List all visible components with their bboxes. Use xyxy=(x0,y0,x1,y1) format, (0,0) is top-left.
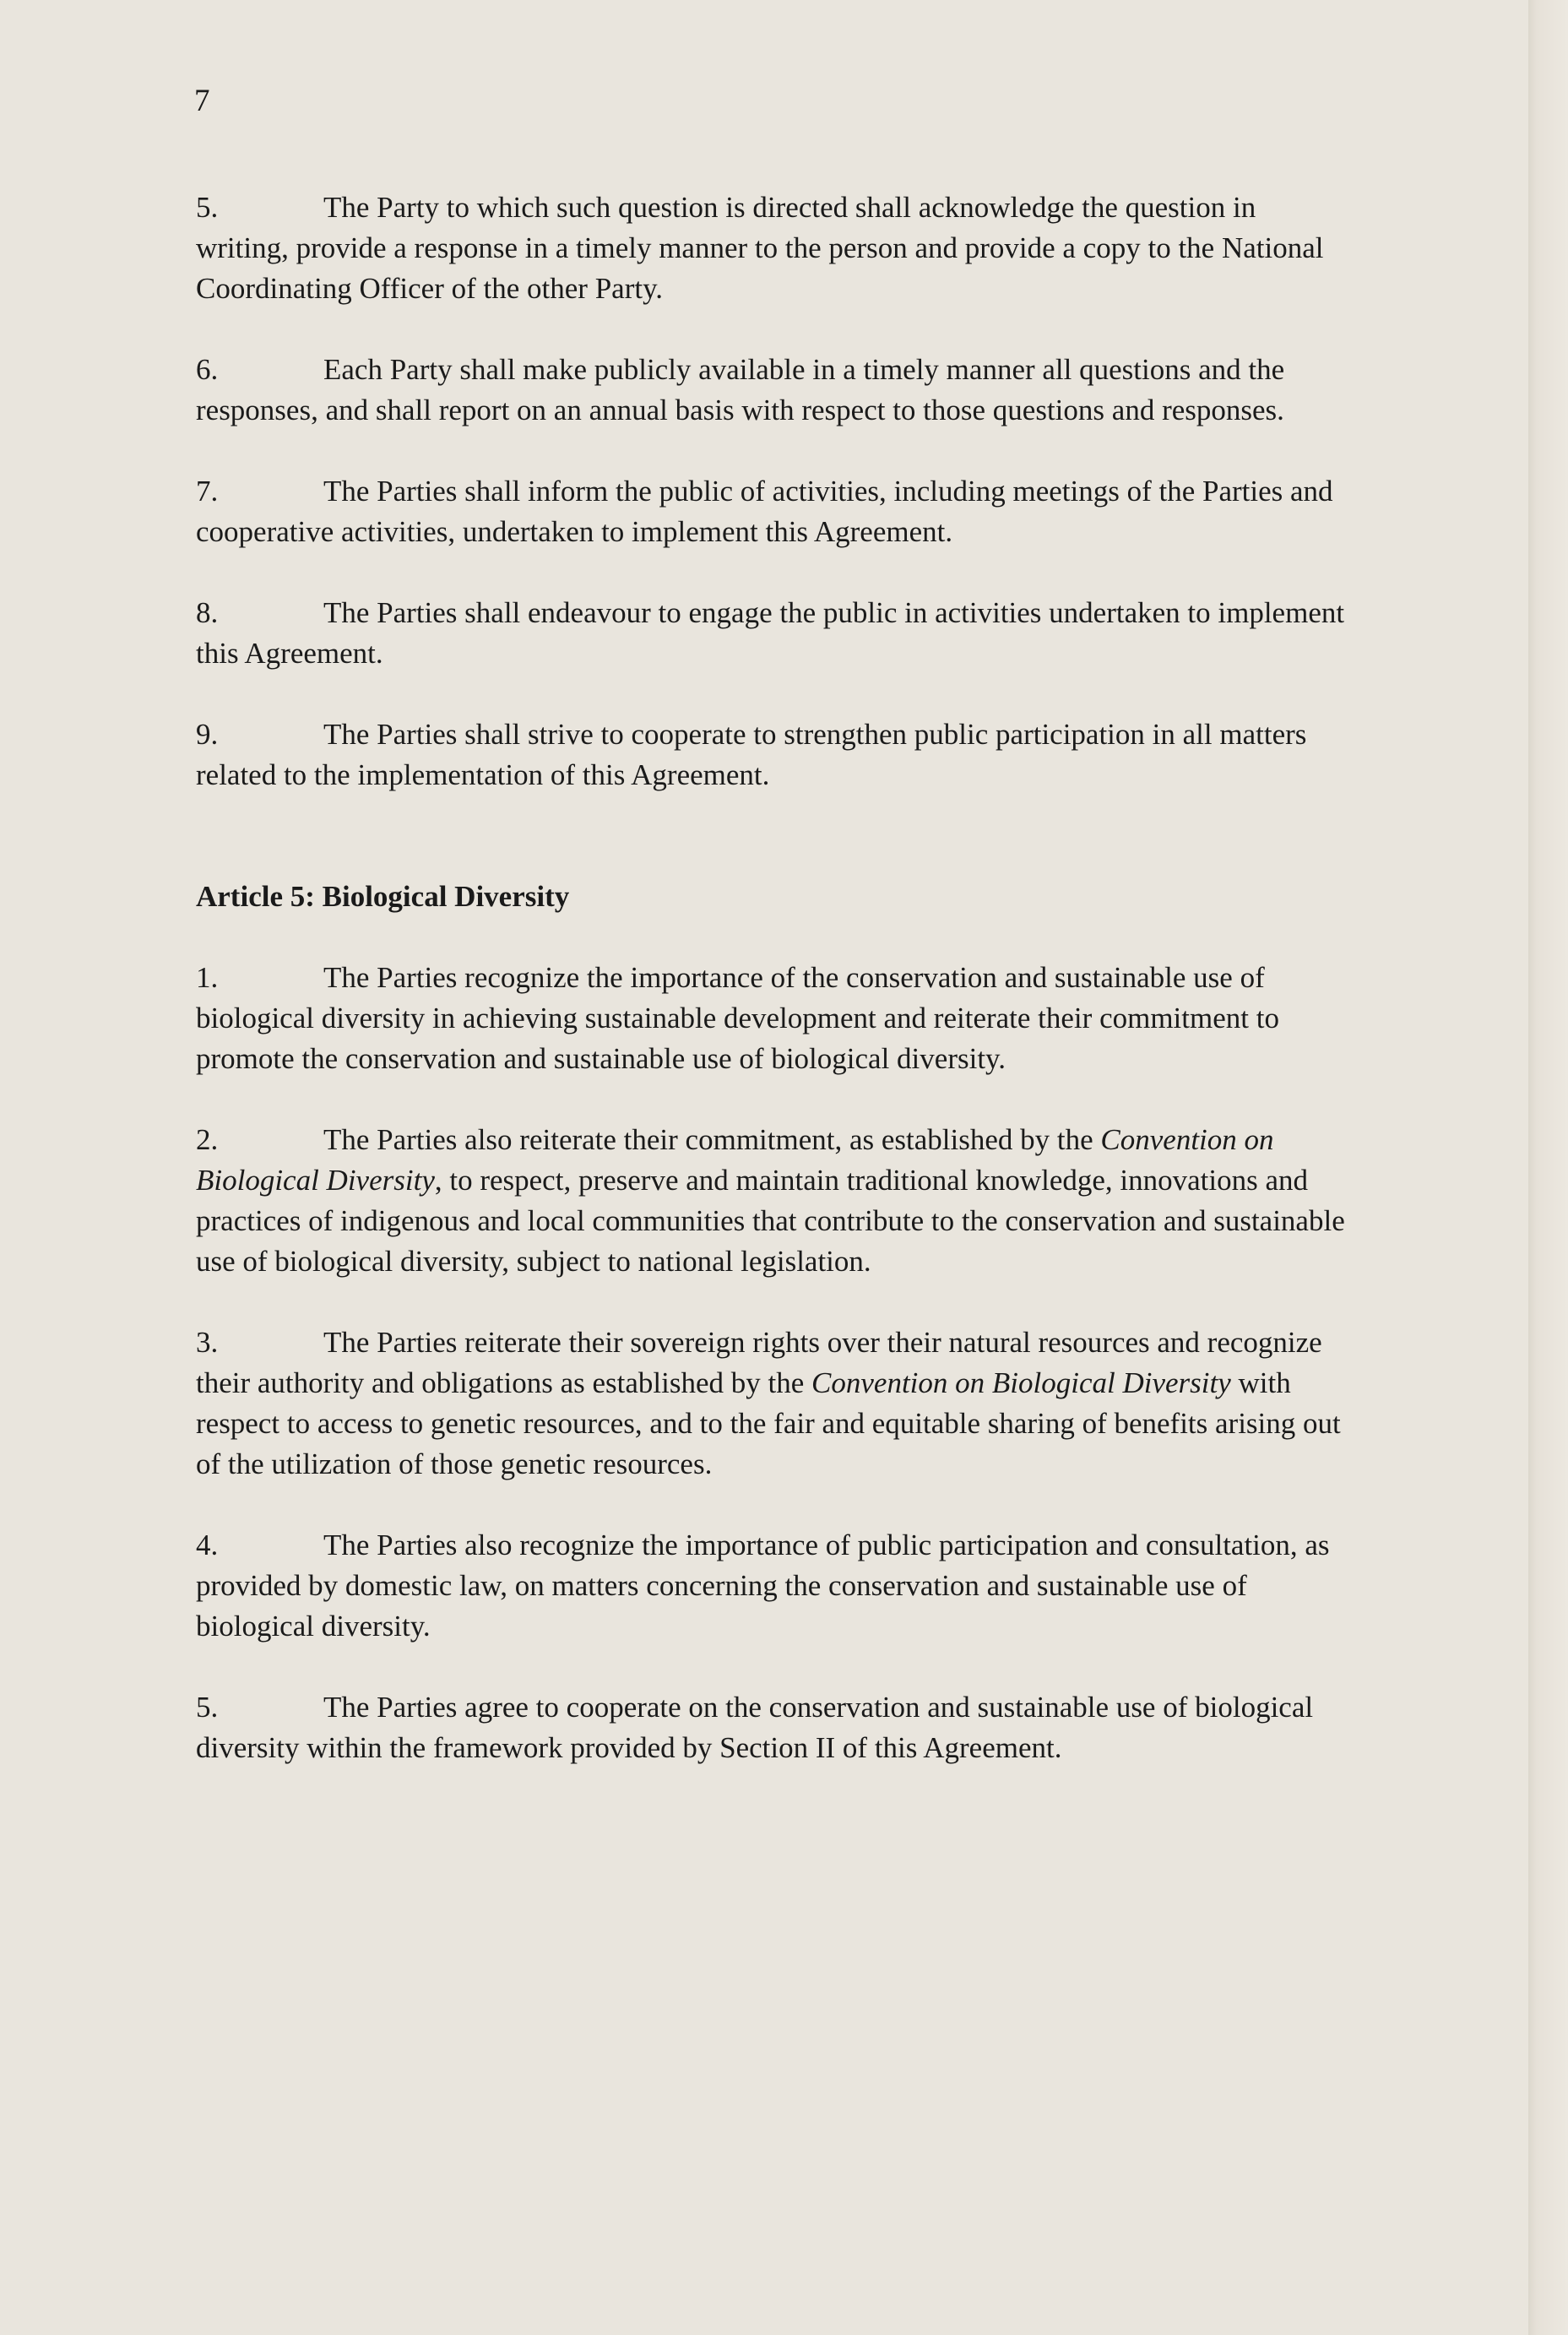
text-run: The Parties shall endeavour to engage the public in activities undertaken to implement this Agreement. xyxy=(196,596,1345,670)
text-run: The Parties shall strive to cooperate to strengthen public participation in all matters related to the implementation of this Agreement. xyxy=(196,718,1307,791)
paragraph-number: 6. xyxy=(196,353,219,386)
text-run: The Parties recognize the importance of the conservation and sustainable use of biological diversity in achieving sustainable development and reiterate their commitment to promote the conservation and sustainable use of biological diversity. xyxy=(196,961,1279,1075)
paragraph-number: 5. xyxy=(196,191,219,224)
numbered-paragraph xyxy=(196,471,1353,552)
text-run: The Parties also reiterate their commitment, as established by the xyxy=(323,1123,1101,1156)
paragraph-text xyxy=(196,471,1353,552)
text-run: with respect to access to genetic resources, and to the fair and equitable sharing of benefits arising out of the utilization of those genetic resources. xyxy=(196,1366,1341,1480)
paragraph-number: 4. xyxy=(196,1529,219,1561)
numbered-paragraph xyxy=(196,714,1353,796)
numbered-paragraph xyxy=(196,1525,1353,1647)
paragraph-number: 5. xyxy=(196,1691,219,1724)
paragraph-text xyxy=(196,1687,1353,1768)
paragraph-text xyxy=(196,714,1353,796)
paragraph-number: 2. xyxy=(196,1123,219,1156)
paragraph-number: 1. xyxy=(196,961,219,994)
text-run: The Parties also recognize the importance of public participation and consultation, as provided by domestic law, on matters concerning the conservation and sustainable use of biological diversity. xyxy=(196,1529,1330,1643)
italic-title: Convention on Biological Diversity xyxy=(196,1123,1274,1197)
paragraph-text xyxy=(196,1322,1353,1485)
paragraph-text xyxy=(196,1525,1353,1647)
paragraph-text xyxy=(196,350,1353,431)
italic-title: Convention on Biological Diversity xyxy=(811,1366,1231,1399)
paragraph-text xyxy=(196,1120,1353,1282)
paragraph-number: 8. xyxy=(196,596,219,629)
public-participation-paragraphs xyxy=(196,187,1353,796)
paragraph-text xyxy=(196,187,1353,309)
text-run: The Parties shall inform the public of activities, including meetings of the Parties and cooperative activities, undertaken to implement this Agreement. xyxy=(196,475,1333,548)
article-heading: Article 5: Biological Diversity xyxy=(196,880,570,913)
paragraph-number: 7. xyxy=(196,475,219,508)
numbered-paragraph xyxy=(196,187,1353,309)
page-number: 7 xyxy=(194,84,210,118)
numbered-paragraph xyxy=(196,1120,1353,1282)
paragraph-number: 9. xyxy=(196,718,219,751)
paragraph-text xyxy=(196,593,1353,674)
numbered-paragraph xyxy=(196,958,1353,1079)
page-edge xyxy=(1528,0,1568,2335)
biological-diversity-paragraphs xyxy=(196,958,1353,1768)
text-run: The Party to which such question is directed shall acknowledge the question in writing, provide a response in a timely manner to the person and provide a copy to the National Coordinating Officer of the other Party. xyxy=(196,191,1324,305)
text-run: Each Party shall make publicly available in a timely manner all questions and the responses, and shall report on an annual basis with respect to those questions and responses. xyxy=(196,353,1285,426)
paragraph-number: 3. xyxy=(196,1326,219,1359)
numbered-paragraph xyxy=(196,1322,1353,1485)
text-run: The Parties reiterate their sovereign rights over their natural resources and recognize their authority and obligations as established by the xyxy=(196,1326,1322,1399)
text-run: The Parties agree to cooperate on the conservation and sustainable use of biological diversity within the framework provided by Section II of this Agreement. xyxy=(196,1691,1314,1764)
document-body xyxy=(196,187,1353,1809)
numbered-paragraph xyxy=(196,1687,1353,1768)
text-run: , to respect, preserve and maintain traditional knowledge, innovations and practices of indigenous and local communities that contribute to the conservation and sustainable use of biological diversity, subject to national legislation. xyxy=(196,1164,1345,1278)
numbered-paragraph xyxy=(196,593,1353,674)
paragraph-text xyxy=(196,958,1353,1079)
numbered-paragraph xyxy=(196,350,1353,431)
